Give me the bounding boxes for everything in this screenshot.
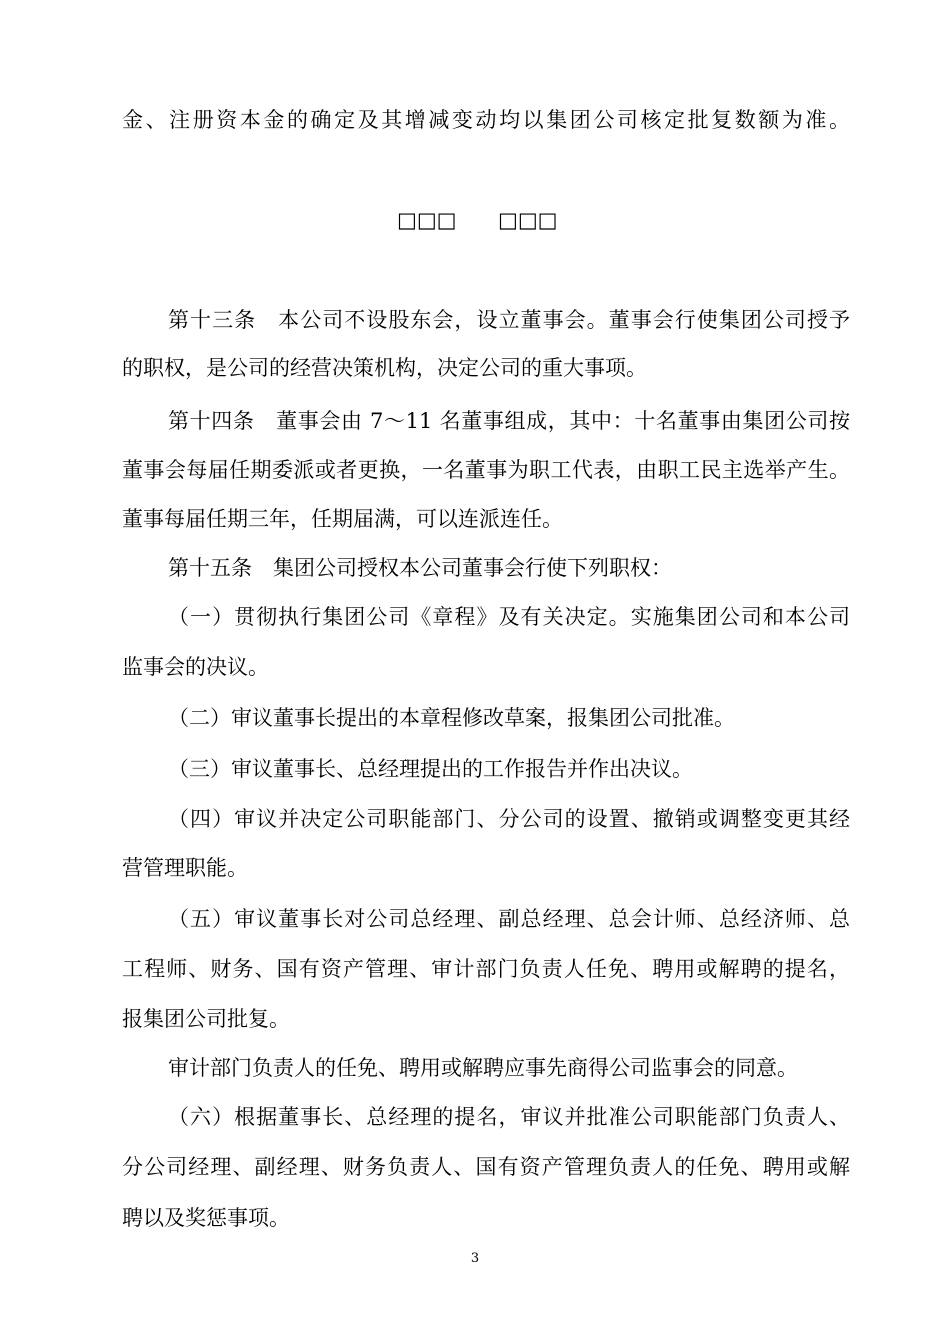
paragraph-line-item-4: （四）审议并决定公司职能部门、分公司的设置、撤销或调整变更其经 <box>168 807 850 831</box>
paragraph-line-item-1: （一）贯彻执行集团公司《章程》及有关决定。实施集团公司和本公司 <box>168 605 850 629</box>
chapter-heading <box>0 207 950 233</box>
paragraph-line: 监事会的决议。 <box>122 655 269 679</box>
paragraph-line-audit-note: 审计部门负责人的任免、聘用或解聘应事先商得公司监事会的同意。 <box>168 1056 798 1080</box>
paragraph-line: 董事会每届任期委派或者更换，一名董事为职工代表，由职工民主选举产生。 <box>122 458 850 482</box>
paragraph-line-item-2: （二）审议董事长提出的本章程修改草案，报集团公司批准。 <box>168 706 735 730</box>
chapter-heading-right: □□□ <box>498 208 558 232</box>
paragraph-line-article-13: 第十三条 本公司不设股东会，设立董事会。董事会行使集团公司授予 <box>168 308 850 332</box>
paragraph-line: 董事每届任期三年，任期届满，可以连派连任。 <box>122 507 563 531</box>
paragraph-line: 的职权，是公司的经营决策机构，决定公司的重大事项。 <box>122 356 647 380</box>
paragraph-line-item-5: （五）审议董事长对公司总经理、副总经理、总会计师、总经济师、总 <box>168 907 850 931</box>
page-number: 3 <box>470 1251 480 1266</box>
paragraph-line-continuation: 金、注册资本金的确定及其增减变动均以集团公司核定批复数额为准。 <box>122 108 850 132</box>
paragraph-line: 营管理职能。 <box>122 856 248 880</box>
paragraph-line-article-14: 第十四条 董事会由 7～11 名董事组成，其中：十名董事由集团公司按 <box>168 409 850 433</box>
paragraph-line: 聘以及奖惩事项。 <box>122 1206 290 1230</box>
paragraph-line-item-3: （三）审议董事长、总经理提出的工作报告并作出决议。 <box>168 757 693 781</box>
chapter-heading-left: □□□ <box>397 208 457 232</box>
paragraph-line: 报集团公司批复。 <box>122 1007 290 1031</box>
paragraph-line: 分公司经理、副经理、财务负责人、国有资产管理负责人的任免、聘用或解 <box>122 1155 850 1179</box>
paragraph-line-item-6: （六）根据董事长、总经理的提名，审议并批准公司职能部门负责人、 <box>168 1105 850 1129</box>
paragraph-line-article-15: 第十五条 集团公司授权本公司董事会行使下列职权： <box>168 556 672 580</box>
paragraph-line: 工程师、财务、国有资产管理、审计部门负责人任免、聘用或解聘的提名， <box>122 957 850 981</box>
